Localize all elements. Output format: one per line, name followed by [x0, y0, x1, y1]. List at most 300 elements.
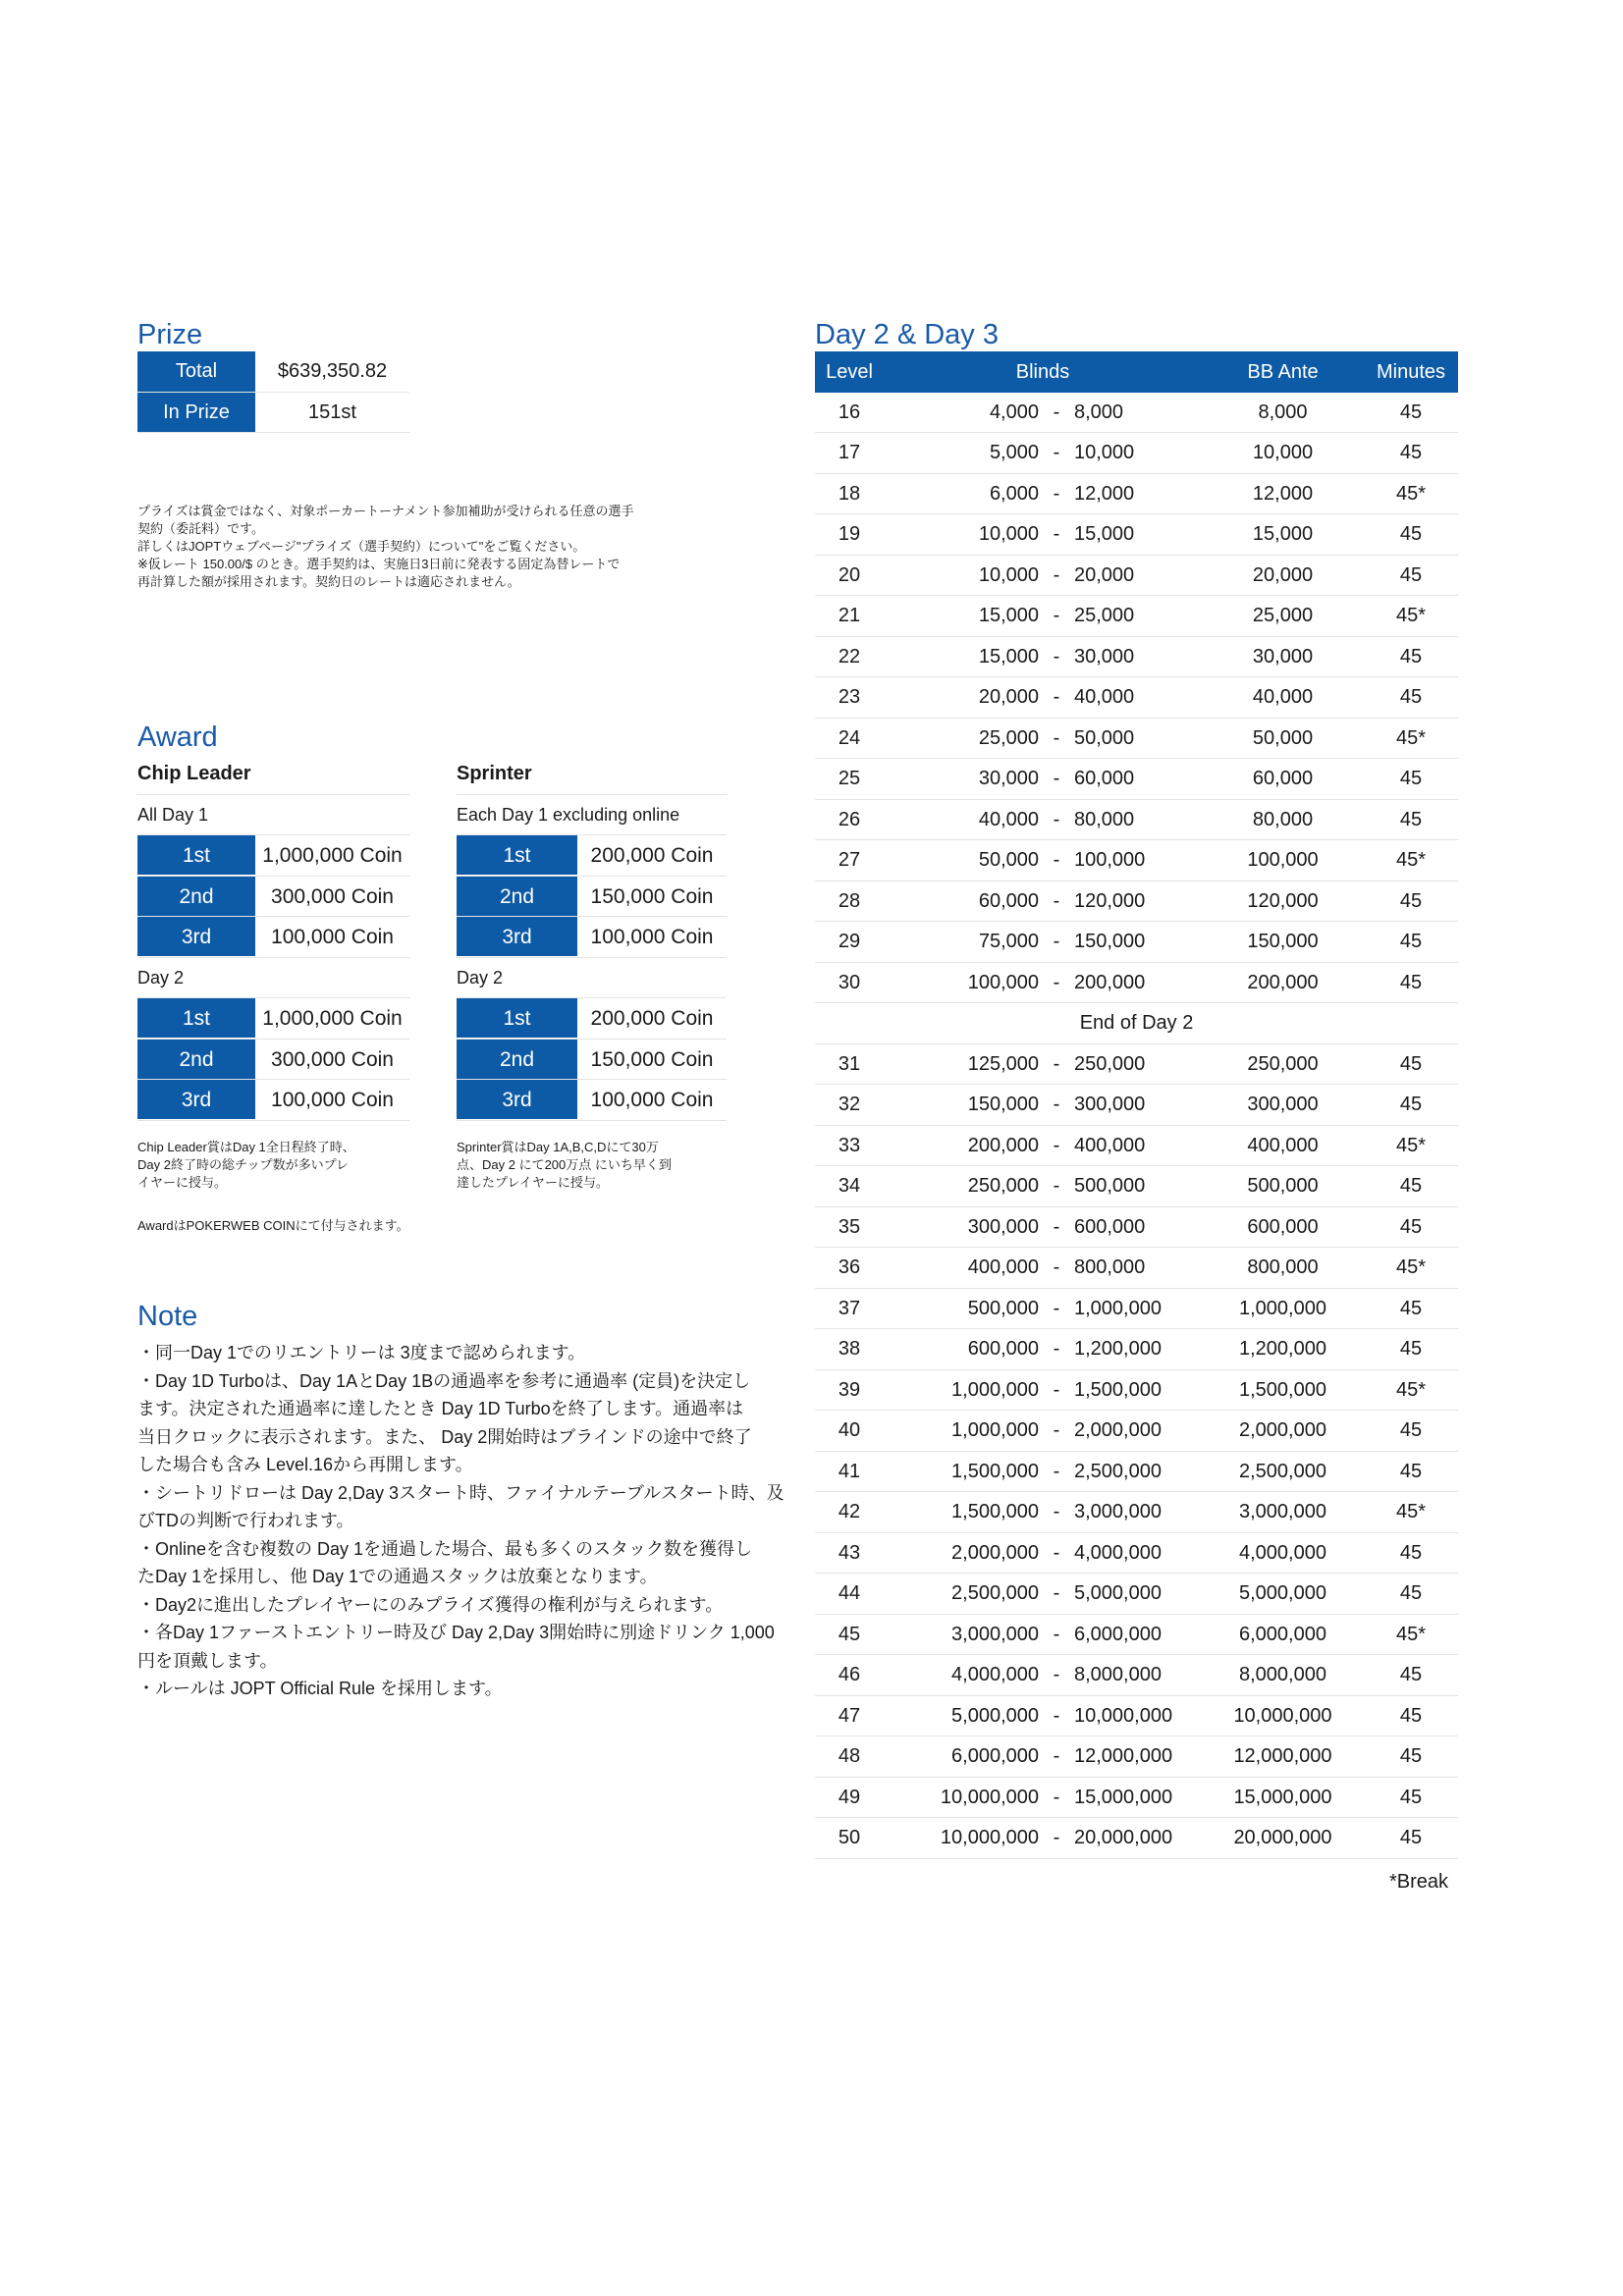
big-blind-cell: 800,000 — [1074, 1256, 1146, 1278]
blind-table-body — [815, 393, 1458, 1859]
blind-level-row — [815, 556, 1458, 597]
small-blind-cell: 1,500,000 — [951, 1501, 1039, 1522]
note-line: びTDの判断で行われます。 — [137, 1511, 354, 1530]
small-blind-cell: 400,000 — [967, 1256, 1039, 1278]
level-cell: 21 — [838, 605, 861, 626]
minutes-cell: 45* — [1395, 1378, 1427, 1401]
blind-separator: - — [1053, 1256, 1060, 1278]
award-place: 2nd — [137, 1040, 255, 1079]
header-bb-ante: BB Ante — [1247, 361, 1319, 383]
big-blind-cell: 3,000,000 — [1074, 1501, 1162, 1522]
award-row — [137, 877, 409, 918]
blind-structure-title: Day 2 & Day 3 — [815, 319, 999, 350]
big-blind-cell: 15,000 — [1074, 523, 1135, 545]
blind-level-row — [815, 1533, 1458, 1575]
bb-ante-cell: 1,000,000 — [1239, 1297, 1326, 1319]
blind-structure-section — [815, 312, 1458, 1894]
small-blind-cell: 4,000 — [989, 400, 1039, 423]
blind-level-row — [815, 474, 1458, 515]
blind-level-row — [815, 1696, 1458, 1737]
big-blind-cell: 30,000 — [1074, 645, 1135, 667]
minutes-cell: 45 — [1399, 645, 1423, 667]
note-title: Note — [137, 1301, 198, 1332]
small-blind-cell: 5,000,000 — [951, 1704, 1039, 1727]
minutes-cell: 45 — [1399, 889, 1423, 912]
blind-level-row — [815, 1736, 1458, 1778]
blind-level-row — [815, 1818, 1458, 1859]
prize-note-line: 再計算した額が採用されます。契約日のレートは適応されません。 — [137, 574, 520, 589]
bb-ante-cell: 400,000 — [1247, 1134, 1319, 1156]
small-blind-cell: 75,000 — [978, 931, 1039, 952]
small-blind-cell: 4,000,000 — [951, 1664, 1039, 1685]
small-blind-cell: 2,000,000 — [951, 1541, 1039, 1564]
award-place: 3rd — [137, 917, 255, 956]
blind-separator: - — [1053, 563, 1060, 586]
big-blind-cell: 20,000 — [1074, 563, 1135, 586]
footnote-line: イヤーに授与。 — [137, 1174, 228, 1190]
award-row — [457, 1080, 727, 1121]
blind-table — [815, 351, 1458, 1859]
award-prize: 150,000 Coin — [590, 1047, 714, 1071]
small-blind-cell: 250,000 — [967, 1175, 1039, 1197]
prize-note-line: 契約（委託料）です。 — [137, 521, 264, 536]
small-blind-cell: 3,000,000 — [951, 1623, 1039, 1645]
bb-ante-cell: 10,000,000 — [1233, 1704, 1332, 1727]
blind-separator: - — [1053, 482, 1060, 505]
minutes-cell: 45* — [1395, 605, 1427, 626]
blind-separator: - — [1053, 1460, 1060, 1482]
award-prize: 300,000 Coin — [271, 884, 394, 908]
blind-separator: - — [1053, 768, 1060, 789]
blind-level-row — [815, 1166, 1458, 1207]
note-line: ・同一Day 1でのリエントリーは 3度まで認められます。 — [137, 1343, 586, 1362]
blind-level-row — [815, 1411, 1458, 1452]
bb-ante-cell: 25,000 — [1252, 605, 1314, 626]
level-cell: 48 — [838, 1745, 861, 1767]
sprinter-column — [457, 754, 727, 1192]
bb-ante-cell: 12,000,000 — [1233, 1745, 1332, 1767]
level-cell: 42 — [838, 1501, 861, 1522]
bb-ante-cell: 60,000 — [1252, 768, 1314, 789]
footnote-line: Chip Leader賞はDay 1全日程終了時、 — [137, 1139, 355, 1154]
award-row — [457, 917, 727, 958]
blind-level-row — [815, 1289, 1458, 1330]
prize-value: 151st — [308, 400, 356, 423]
level-cell: 30 — [838, 971, 861, 993]
blind-separator: - — [1053, 1052, 1060, 1075]
award-row — [137, 835, 409, 877]
bb-ante-cell: 2,000,000 — [1239, 1419, 1326, 1441]
award-prize: 100,000 Coin — [590, 926, 714, 948]
minutes-cell: 45* — [1395, 726, 1427, 749]
bb-ante-cell: 1,500,000 — [1239, 1378, 1326, 1401]
award-row — [137, 1080, 409, 1121]
note-line: ・Day2に進出したプレイヤーにのみプライズ獲得の権利が与えられます。 — [137, 1594, 724, 1615]
big-blind-cell: 12,000,000 — [1074, 1745, 1173, 1767]
blind-level-row — [815, 433, 1458, 474]
small-blind-cell: 100,000 — [967, 971, 1039, 993]
bb-ante-cell: 40,000 — [1252, 686, 1314, 708]
minutes-cell: 45 — [1399, 1297, 1423, 1319]
award-row — [457, 1040, 727, 1081]
level-cell: 26 — [838, 808, 861, 830]
bb-ante-cell: 3,000,000 — [1239, 1501, 1326, 1522]
award-section — [137, 715, 810, 1234]
blind-level-row — [815, 1126, 1458, 1167]
blind-separator: - — [1053, 442, 1060, 463]
blind-separator: - — [1053, 1419, 1060, 1441]
blind-separator: - — [1053, 849, 1060, 871]
level-cell: 32 — [838, 1094, 861, 1115]
blind-separator: - — [1053, 1582, 1060, 1604]
award-prize: 1,000,000 Coin — [262, 844, 403, 867]
small-blind-cell: 500,000 — [967, 1297, 1039, 1319]
minutes-cell: 45* — [1395, 849, 1427, 871]
small-blind-cell: 10,000 — [978, 523, 1039, 545]
blind-separator: - — [1053, 1541, 1060, 1564]
prize-note-line: ※仮レート 150.00/$ のとき。選手契約は、実施日3日前に発表する固定為替レートで — [137, 557, 621, 571]
blind-separator: - — [1053, 889, 1060, 912]
bb-ante-cell: 1,200,000 — [1239, 1338, 1326, 1360]
blind-level-row — [815, 596, 1458, 637]
level-cell: 35 — [838, 1215, 861, 1238]
level-cell: 28 — [838, 889, 861, 912]
minutes-cell: 45 — [1399, 563, 1423, 586]
level-cell: 18 — [838, 482, 861, 505]
blind-level-row — [815, 719, 1458, 760]
bb-ante-cell: 250,000 — [1247, 1052, 1319, 1075]
award-title: Award — [137, 721, 218, 753]
bb-ante-cell: 20,000 — [1252, 563, 1314, 586]
level-cell: 29 — [838, 931, 861, 952]
award-row — [457, 877, 727, 918]
big-blind-cell: 10,000,000 — [1074, 1704, 1173, 1727]
footnote-line: 達したプレイヤーに授与。 — [457, 1174, 609, 1190]
chip-leader-column — [137, 754, 403, 1192]
minutes-cell: 45 — [1399, 1338, 1423, 1360]
blind-level-row — [815, 759, 1458, 800]
award-row — [137, 1040, 409, 1081]
prize-note — [137, 503, 727, 591]
small-blind-cell: 6,000,000 — [951, 1745, 1039, 1767]
award-prize: 150,000 Coin — [590, 884, 714, 908]
header-blinds: Blinds — [1015, 361, 1070, 383]
minutes-cell: 45 — [1399, 1052, 1423, 1075]
break-legend: *Break — [1388, 1870, 1448, 1893]
footnote-line: Sprinter賞はDay 1A,B,C,Dにて30万 — [457, 1139, 659, 1154]
level-cell: 46 — [838, 1664, 861, 1685]
award-prize: 100,000 Coin — [271, 926, 394, 948]
header-level: Level — [826, 361, 873, 383]
blind-table-header — [815, 351, 1458, 393]
small-blind-cell: 20,000 — [978, 686, 1039, 708]
blind-level-row — [815, 1370, 1458, 1412]
blind-separator: - — [1053, 1501, 1060, 1522]
blind-level-row — [815, 1085, 1458, 1126]
bb-ante-cell: 30,000 — [1252, 645, 1314, 667]
award-prize: 200,000 Coin — [590, 844, 714, 867]
header-minutes: Minutes — [1376, 361, 1446, 383]
bb-ante-cell: 500,000 — [1247, 1175, 1319, 1197]
level-cell: 19 — [838, 523, 861, 545]
note-line: ・Onlineを含む複数の Day 1を通過した場合、最も多くのスタック数を獲得し — [137, 1538, 753, 1559]
small-blind-cell: 300,000 — [967, 1215, 1039, 1238]
note-line: たDay 1を採用し、他 Day 1での通過スタックは放棄となります。 — [137, 1567, 658, 1586]
big-blind-cell: 15,000,000 — [1074, 1786, 1173, 1808]
small-blind-cell: 30,000 — [978, 768, 1039, 789]
award-place: 1st — [137, 835, 255, 875]
note-body — [137, 1339, 807, 1703]
blind-separator: - — [1053, 1215, 1060, 1238]
bb-ante-cell: 2,500,000 — [1239, 1460, 1326, 1482]
small-blind-cell: 10,000,000 — [940, 1827, 1039, 1848]
minutes-cell: 45* — [1395, 1134, 1427, 1156]
level-cell: 36 — [838, 1256, 861, 1278]
prize-value: $639,350.82 — [277, 360, 388, 382]
bb-ante-cell: 800,000 — [1247, 1256, 1319, 1278]
level-cell: 49 — [838, 1786, 861, 1808]
prize-row-total — [137, 351, 409, 393]
level-cell: 34 — [838, 1175, 861, 1197]
note-section — [137, 1294, 810, 1703]
award-group-label: All Day 1 — [137, 795, 409, 836]
level-cell: 40 — [838, 1419, 861, 1441]
big-blind-cell: 5,000,000 — [1074, 1582, 1162, 1604]
note-line: ・Day 1D Turboは、Day 1AとDay 1Bの通過率を参考に通過率 (定員)を決定し — [137, 1370, 751, 1391]
big-blind-cell: 500,000 — [1074, 1175, 1146, 1197]
level-cell: 41 — [838, 1460, 861, 1482]
small-blind-cell: 5,000 — [989, 442, 1039, 463]
big-blind-cell: 200,000 — [1074, 971, 1146, 993]
minutes-cell: 45 — [1399, 768, 1423, 789]
minutes-cell: 45 — [1399, 1419, 1423, 1441]
chip-leader-footnote — [137, 1139, 373, 1192]
minutes-cell: 45 — [1399, 1175, 1423, 1197]
blind-level-row — [815, 881, 1458, 923]
blind-level-row — [815, 963, 1458, 1004]
blind-level-row — [815, 1207, 1458, 1249]
big-blind-cell: 600,000 — [1074, 1215, 1146, 1238]
prize-title: Prize — [137, 319, 203, 350]
big-blind-cell: 8,000,000 — [1074, 1664, 1162, 1685]
blind-level-row — [815, 1615, 1458, 1656]
bb-ante-cell: 8,000,000 — [1239, 1664, 1326, 1685]
bb-ante-cell: 80,000 — [1252, 808, 1314, 830]
minutes-cell: 45 — [1399, 523, 1423, 545]
prize-note-line: プライズは賞金ではなく、対象ポーカートーナメント参加補助が受けられる任意の選手 — [137, 504, 634, 518]
big-blind-cell: 12,000 — [1074, 482, 1135, 505]
bb-ante-cell: 12,000 — [1252, 482, 1314, 505]
level-cell: 17 — [838, 442, 861, 463]
blind-separator: - — [1053, 686, 1060, 708]
minutes-cell: 45 — [1399, 1827, 1423, 1848]
bb-ante-cell: 15,000,000 — [1233, 1786, 1332, 1808]
big-blind-cell: 100,000 — [1074, 849, 1146, 871]
award-place: 2nd — [457, 877, 577, 916]
small-blind-cell: 1,500,000 — [951, 1460, 1039, 1482]
blind-separator: - — [1053, 1704, 1060, 1727]
minutes-cell: 45 — [1399, 1745, 1423, 1767]
award-place: 1st — [137, 998, 255, 1038]
level-cell: 39 — [838, 1378, 861, 1401]
blind-level-row — [815, 514, 1458, 556]
small-blind-cell: 25,000 — [978, 726, 1039, 749]
minutes-cell: 45 — [1399, 442, 1423, 463]
bb-ante-cell: 50,000 — [1252, 726, 1314, 749]
blind-separator: - — [1053, 1664, 1060, 1685]
small-blind-cell: 15,000 — [978, 605, 1039, 626]
minutes-cell: 45 — [1399, 686, 1423, 708]
blind-level-row — [815, 922, 1458, 963]
award-row — [137, 998, 409, 1040]
level-cell: 38 — [838, 1338, 861, 1360]
big-blind-cell: 60,000 — [1074, 768, 1135, 789]
award-place: 2nd — [137, 877, 255, 916]
minutes-cell: 45* — [1395, 482, 1427, 505]
level-cell: 45 — [838, 1623, 861, 1645]
award-row — [457, 998, 727, 1040]
blind-level-row — [815, 677, 1458, 719]
minutes-cell: 45 — [1399, 400, 1423, 423]
blind-level-row — [815, 1655, 1458, 1696]
bb-ante-cell: 600,000 — [1247, 1215, 1319, 1238]
small-blind-cell: 10,000 — [978, 563, 1039, 586]
prize-row-in-prize — [137, 393, 409, 434]
big-blind-cell: 50,000 — [1074, 726, 1135, 749]
small-blind-cell: 60,000 — [978, 889, 1039, 912]
level-cell: 24 — [838, 726, 861, 749]
blind-separator: - — [1053, 726, 1060, 749]
blind-separator: - — [1053, 808, 1060, 830]
level-cell: 44 — [838, 1582, 861, 1604]
small-blind-cell: 125,000 — [967, 1052, 1039, 1075]
blind-separator: - — [1053, 1297, 1060, 1319]
end-of-day-label: End of Day 2 — [1079, 1012, 1194, 1034]
footnote-line: 点、Day 2 にて200万点 にいち早く到 — [457, 1156, 672, 1172]
big-blind-cell: 10,000 — [1074, 442, 1135, 463]
blind-separator: - — [1053, 931, 1060, 952]
award-prize: 100,000 Coin — [271, 1089, 394, 1111]
small-blind-cell: 1,000,000 — [951, 1419, 1039, 1441]
note-line: 円を頂戴します。 — [137, 1650, 278, 1671]
blind-separator: - — [1053, 645, 1060, 667]
award-columns — [137, 754, 810, 1192]
note-line: ・シートリドローは Day 2,Day 3スタート時、ファイナルテーブルスタート時、及 — [137, 1482, 784, 1503]
minutes-cell: 45 — [1399, 1664, 1423, 1685]
award-group-label: Day 2 — [137, 958, 409, 999]
big-blind-cell: 1,000,000 — [1074, 1297, 1162, 1319]
minutes-cell: 45 — [1399, 808, 1423, 830]
prize-label: Total — [137, 351, 255, 392]
level-cell: 31 — [838, 1052, 861, 1075]
minutes-cell: 45* — [1395, 1501, 1427, 1522]
award-place: 2nd — [457, 1040, 577, 1079]
award-group-label: Each Day 1 excluding online — [457, 795, 727, 836]
blind-level-row — [815, 1492, 1458, 1533]
minutes-cell: 45 — [1399, 1582, 1423, 1604]
big-blind-cell: 1,200,000 — [1074, 1338, 1162, 1360]
minutes-cell: 45 — [1399, 1704, 1423, 1727]
blind-separator: - — [1053, 1094, 1060, 1115]
note-line: 当日クロックに表示されます。また、 Day 2開始時はブラインドの途中で終了 — [137, 1426, 752, 1447]
sprinter-heading: Sprinter — [457, 754, 727, 795]
level-cell: 50 — [838, 1827, 861, 1848]
award-coin-note: AwardはPOKERWEB COINにて付与されます。 — [137, 1217, 409, 1233]
prize-label: In Prize — [137, 393, 255, 433]
small-blind-cell: 200,000 — [967, 1134, 1039, 1156]
small-blind-cell: 1,000,000 — [951, 1378, 1039, 1401]
bb-ante-cell: 300,000 — [1247, 1094, 1319, 1115]
small-blind-cell: 150,000 — [967, 1094, 1039, 1115]
blind-separator: - — [1053, 1786, 1060, 1808]
level-cell: 16 — [838, 400, 861, 423]
minutes-cell: 45* — [1395, 1623, 1427, 1645]
blind-separator: - — [1053, 971, 1060, 993]
bb-ante-cell: 120,000 — [1247, 889, 1319, 912]
big-blind-cell: 2,500,000 — [1074, 1460, 1162, 1482]
note-line: した場合も含み Level.16から再開します。 — [137, 1455, 473, 1474]
big-blind-cell: 2,000,000 — [1074, 1419, 1162, 1441]
bb-ante-cell: 5,000,000 — [1239, 1582, 1326, 1604]
big-blind-cell: 6,000,000 — [1074, 1623, 1162, 1645]
blind-separator: - — [1053, 1175, 1060, 1197]
big-blind-cell: 80,000 — [1074, 808, 1135, 830]
minutes-cell: 45 — [1399, 1094, 1423, 1115]
prize-note-line: 詳しくはJOPTウェブページ"プライズ（選手契約）について"をご覧ください。 — [137, 539, 586, 554]
level-cell: 33 — [838, 1134, 861, 1156]
blind-level-row — [815, 1574, 1458, 1615]
blind-separator: - — [1053, 523, 1060, 545]
big-blind-cell: 25,000 — [1074, 605, 1135, 626]
minutes-cell: 45 — [1399, 1786, 1423, 1808]
bb-ante-cell: 150,000 — [1247, 931, 1319, 952]
small-blind-cell: 2,500,000 — [951, 1582, 1039, 1604]
sprinter-footnote — [457, 1139, 727, 1192]
level-cell: 25 — [838, 768, 861, 789]
award-row — [137, 917, 409, 958]
minutes-cell: 45 — [1399, 971, 1423, 993]
note-line: ・各Day 1ファーストエントリー時及び Day 2,Day 3開始時に別途ドリンク 1,000 — [137, 1623, 775, 1642]
small-blind-cell: 10,000,000 — [940, 1786, 1039, 1808]
small-blind-cell: 50,000 — [978, 849, 1039, 871]
award-prize: 200,000 Coin — [590, 1007, 714, 1030]
minutes-cell: 45* — [1395, 1256, 1427, 1278]
big-blind-cell: 20,000,000 — [1074, 1827, 1173, 1848]
note-line: ます。決定された通過率に達したとき Day 1D Turboを終了します。通過率は — [137, 1399, 744, 1418]
bb-ante-cell: 4,000,000 — [1239, 1541, 1326, 1564]
award-place: 3rd — [457, 917, 577, 956]
blind-level-row — [815, 800, 1458, 841]
chip-leader-heading: Chip Leader — [137, 754, 409, 795]
award-place: 1st — [457, 835, 577, 875]
blind-separator: - — [1053, 1827, 1060, 1848]
blind-level-row — [815, 840, 1458, 881]
blind-separator: - — [1053, 1134, 1060, 1156]
big-blind-cell: 8,000 — [1074, 400, 1124, 423]
big-blind-cell: 250,000 — [1074, 1052, 1146, 1075]
big-blind-cell: 300,000 — [1074, 1094, 1146, 1115]
big-blind-cell: 400,000 — [1074, 1134, 1146, 1156]
bb-ante-cell: 6,000,000 — [1239, 1623, 1326, 1645]
award-prize: 1,000,000 Coin — [262, 1007, 403, 1030]
prize-section — [137, 312, 810, 591]
small-blind-cell: 15,000 — [978, 645, 1039, 667]
minutes-cell: 45 — [1399, 931, 1423, 952]
level-cell: 23 — [838, 686, 861, 708]
level-cell: 20 — [838, 563, 861, 586]
level-cell: 37 — [838, 1297, 861, 1319]
big-blind-cell: 150,000 — [1074, 931, 1146, 952]
